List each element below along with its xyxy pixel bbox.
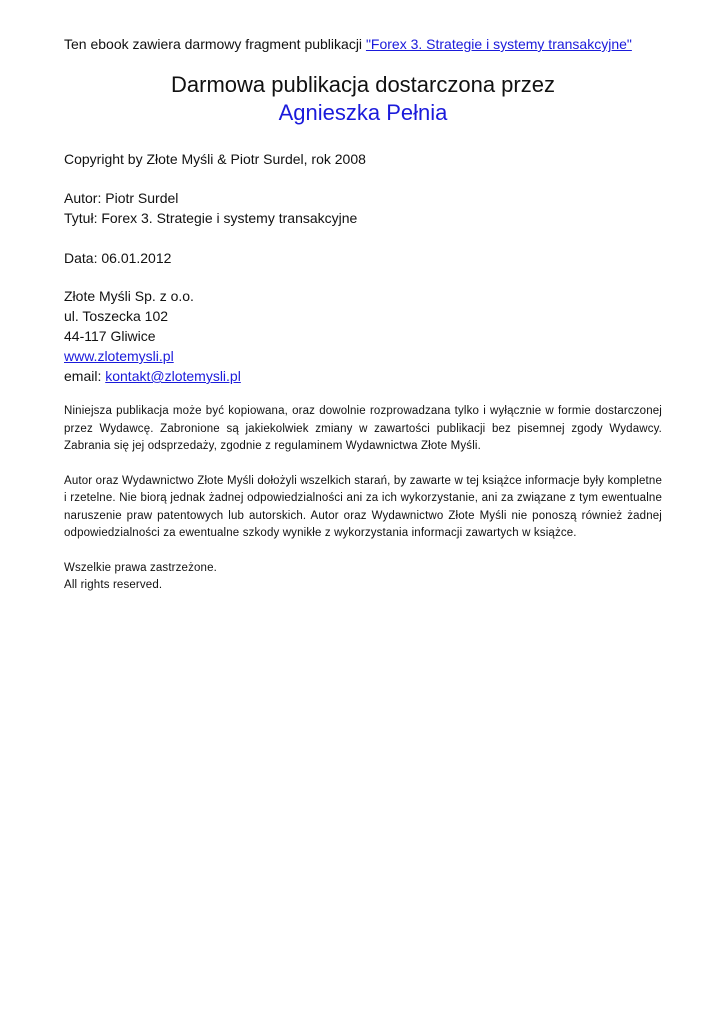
publisher-city: 44-117 Gliwice xyxy=(64,328,156,344)
date-info xyxy=(64,248,662,268)
page-heading xyxy=(64,71,662,127)
intro-prefix: Ten ebook zawiera darmowy fragment publikacji xyxy=(64,36,366,52)
publication-title-link[interactable]: "Forex 3. Strategie i systemy transakcyjne" xyxy=(365,36,632,52)
book-author: Autor: Piotr Surdel xyxy=(64,190,179,206)
heading-line: Darmowa publikacja dostarczona przez xyxy=(171,72,555,97)
book-title: Tytuł: Forex 3. Strategie i systemy transakcyjne xyxy=(64,210,358,226)
copy-notice-paragraph: Niniejsza publikacja może być kopiowana, oraz dowolnie rozprowadzana tylko i wyłącznie w formie dostarczonej przez Wydawcę. Zabronione są jakiekolwiek zmiany w zawartości publikacji bez pisemnej zgody Wydawcy. Zabrania się jej odsprzedaży, zgodnie z regulaminem Wydawnictwa Złote Myśli. xyxy=(64,405,662,452)
publisher-email-line xyxy=(64,366,662,386)
publisher-email-link[interactable]: kontakt@zlotemysli.pl xyxy=(105,368,241,384)
rights-pl: Wszelkie prawa zastrzeżone. xyxy=(64,561,217,574)
publisher-street: ul. Toszecka 102 xyxy=(64,308,169,324)
email-label: email: xyxy=(64,368,106,384)
author-link[interactable]: Agnieszka Pełnia xyxy=(278,100,448,125)
date-text: Data: 06.01.2012 xyxy=(64,250,172,266)
publisher-website-link[interactable]: www.zlotemysli.pl xyxy=(64,348,174,364)
book-info xyxy=(64,188,662,228)
document-page xyxy=(64,34,662,595)
rights-notice xyxy=(64,560,662,595)
rights-en: All rights reserved. xyxy=(64,579,163,591)
copyright-text: Copyright by Złote Myśli & Piotr Surdel, rok 2008 xyxy=(64,151,366,167)
publisher-info xyxy=(64,286,662,386)
publisher-name: Złote Myśli Sp. z o.o. xyxy=(64,288,194,304)
disclaimer-paragraph: Autor oraz Wydawnictwo Złote Myśli dołożyli wszelkich starań, by zawarte w tej książce informacje były kompletne i rzetelne. Nie biorą jednak żadnej odpowiedzialności ani za ich wykorzystanie, ani za związane z tym ewentualne naruszenie praw patentowych lub autorskich. Autor oraz Wydawnictwo Złote Myśli nie ponoszą również żadnej odpowiedzialności za ewentualne szkody wynikłe z wykorzystania informacji zawartych w książce. xyxy=(64,474,662,539)
copyright-notice xyxy=(64,149,662,169)
intro-text xyxy=(64,34,662,55)
